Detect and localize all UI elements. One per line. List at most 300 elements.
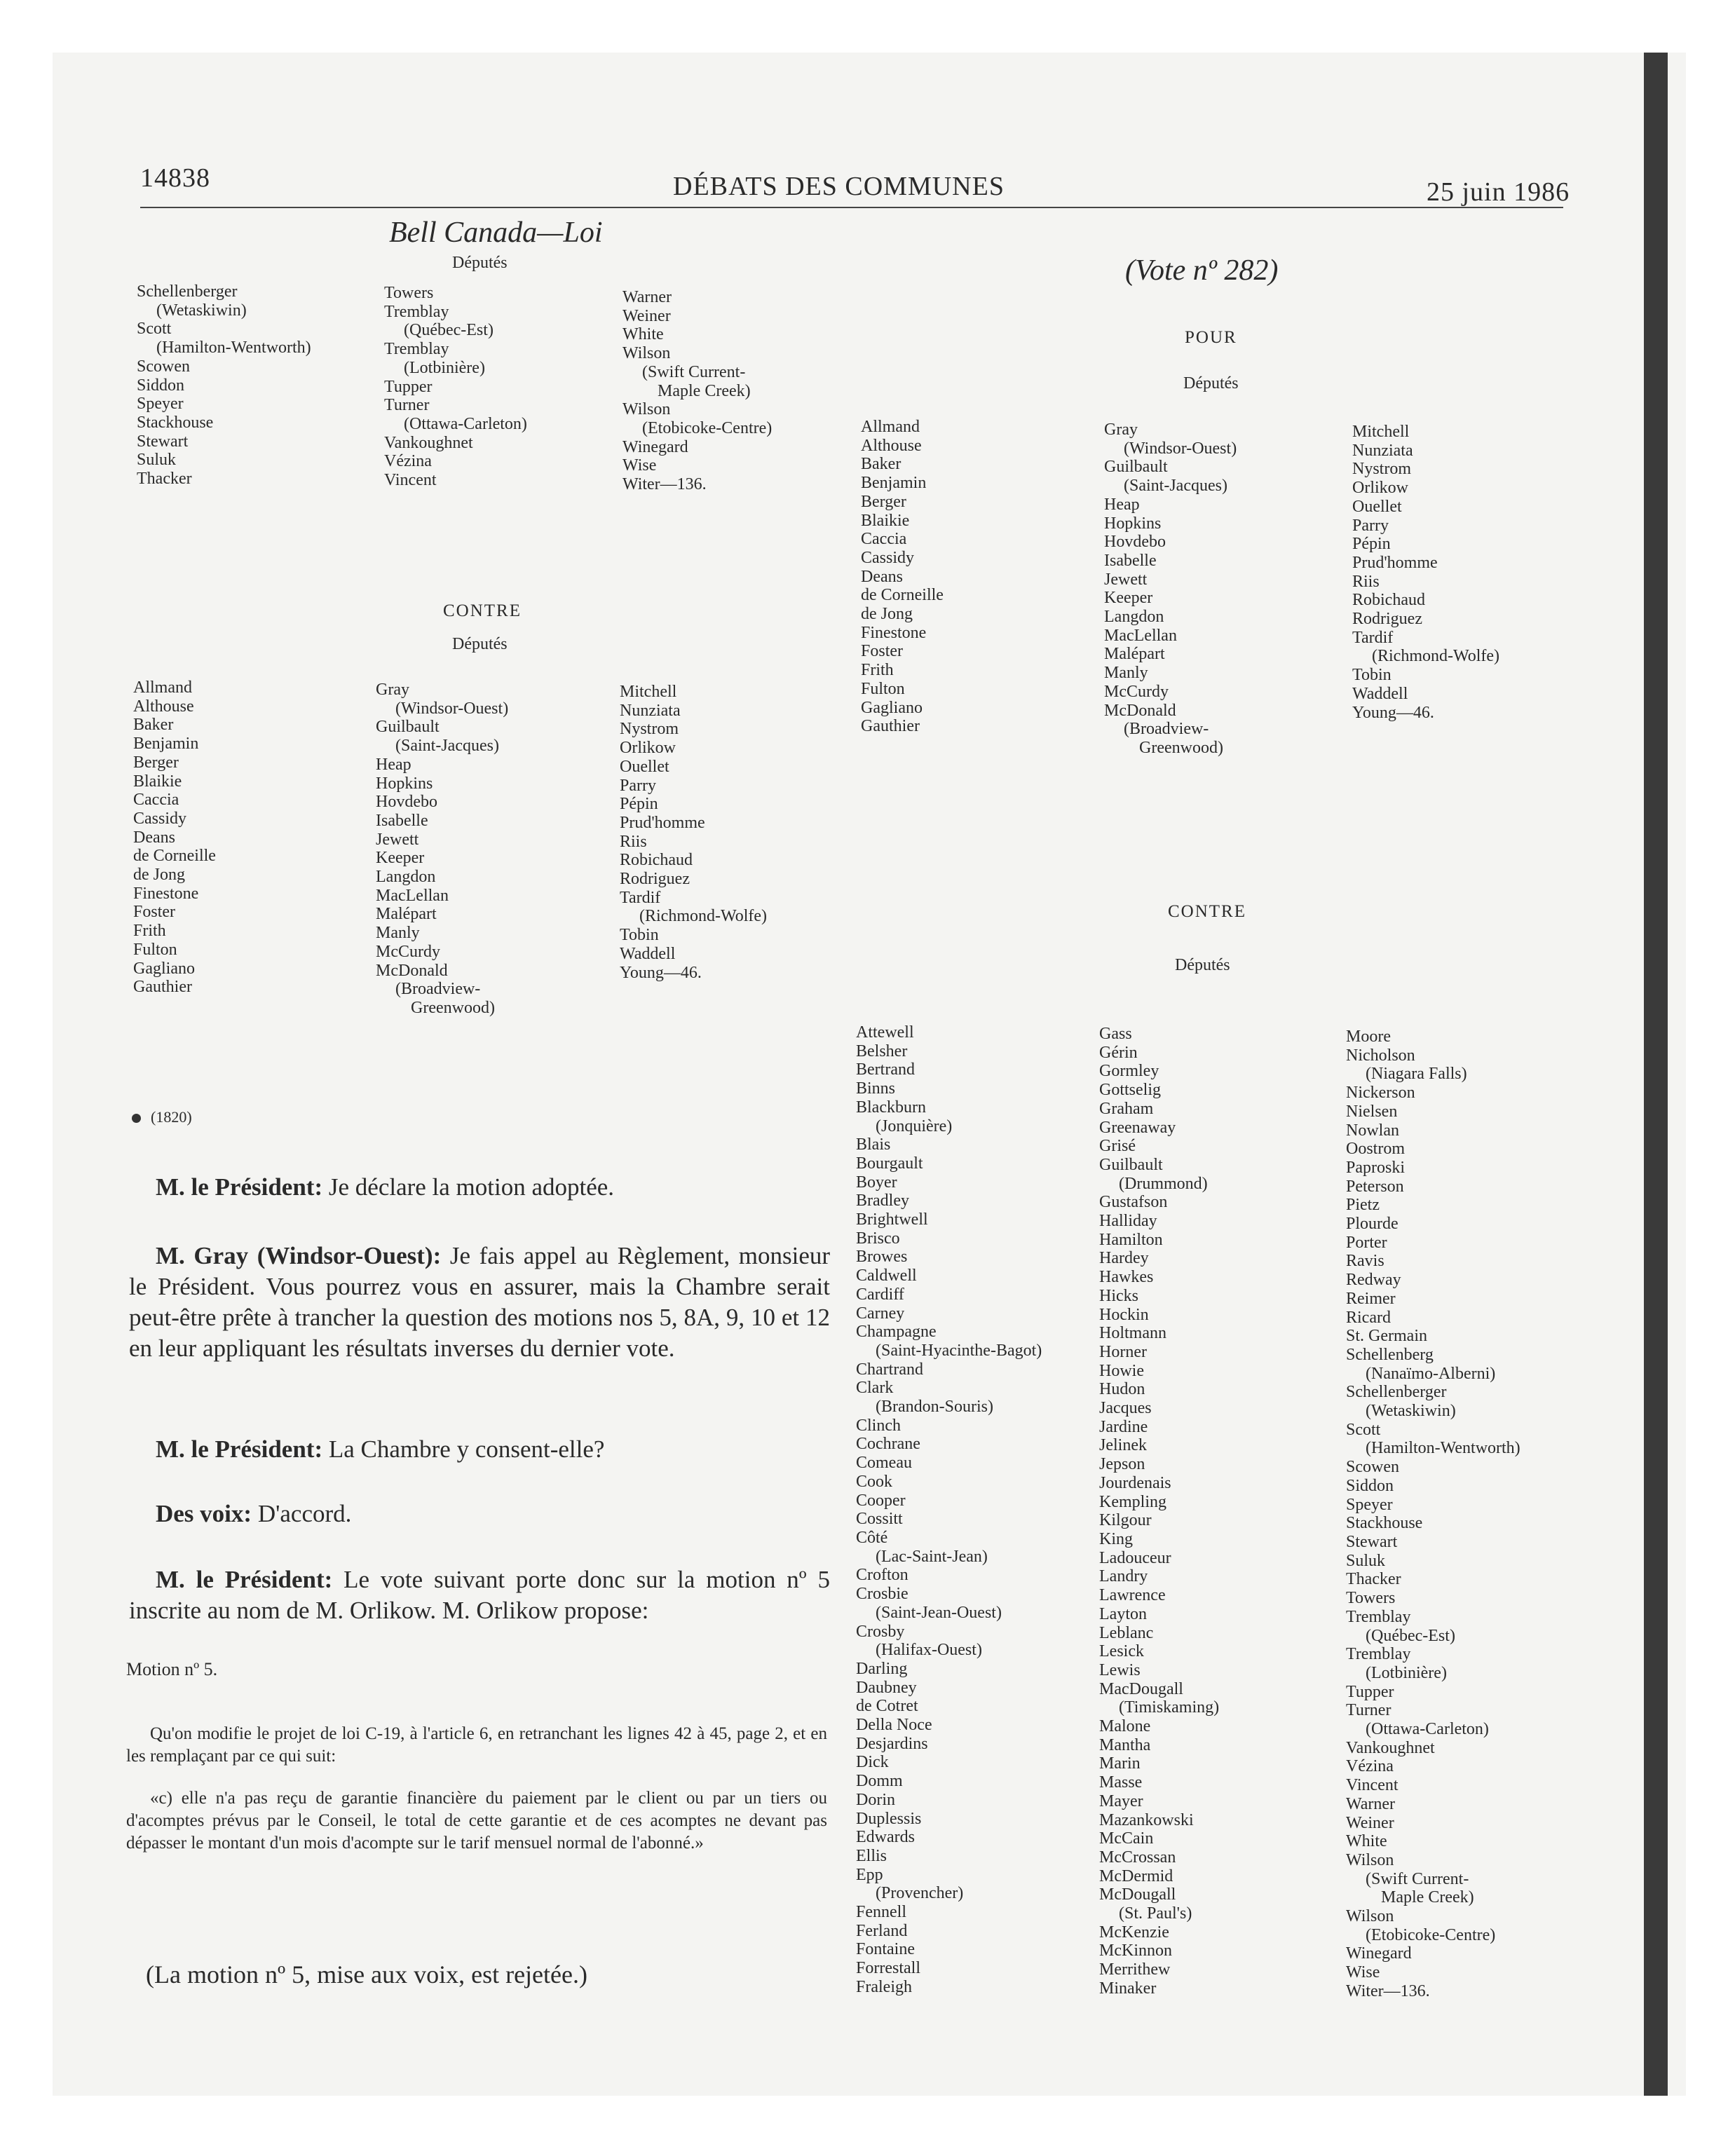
member-name: Browes: [856, 1248, 908, 1267]
member-name: Benjamin: [861, 474, 927, 493]
member-name: Nystrom: [620, 720, 679, 739]
member-name: Speyer: [137, 395, 184, 414]
member-name: Scowen: [1346, 1458, 1399, 1477]
member-name: Kilgour: [1099, 1511, 1152, 1530]
member-name: Bertrand: [856, 1060, 915, 1079]
member-name: Cook: [856, 1472, 893, 1491]
member-name: Moore: [1346, 1028, 1391, 1046]
header-rule: [140, 207, 1563, 208]
member-name: Prud'homme: [620, 813, 705, 832]
member-name: Kempling: [1099, 1492, 1166, 1511]
speaker-line-4: Des voix: D'accord.: [156, 1500, 352, 1527]
member-name: Allmand: [133, 678, 192, 697]
deputes-label-contre-right: Députés: [1175, 956, 1230, 974]
member-name: Hovdebo: [1104, 533, 1166, 552]
member-name: Wilson: [1346, 1907, 1394, 1926]
member-name: Cossitt: [856, 1510, 903, 1529]
member-name: Fulton: [133, 940, 177, 959]
member-name: Berger: [861, 492, 906, 511]
time-marker-text: (1820): [151, 1108, 192, 1126]
member-name: Vankoughnet: [384, 433, 473, 452]
member-name: Frith: [861, 661, 894, 680]
member-name: Hawkes: [1099, 1268, 1154, 1287]
member-name: Jacques: [1099, 1399, 1152, 1418]
member-name: Desjardins: [856, 1734, 928, 1753]
member-name: Pépin: [1352, 535, 1391, 554]
member-name: Della Noce: [856, 1716, 932, 1735]
member-name: Hovdebo: [376, 793, 437, 812]
member-name: Jardine: [1099, 1417, 1148, 1436]
riding-name: (Wetaskiwin): [1366, 1402, 1456, 1421]
member-name: Wise: [622, 456, 657, 475]
member-name: Riis: [1352, 572, 1380, 591]
member-name: Pépin: [620, 795, 658, 814]
member-name: Crofton: [856, 1566, 909, 1585]
riding-name: (Lac-Saint-Jean): [876, 1547, 988, 1566]
member-name: Bradley: [856, 1192, 909, 1210]
member-name: Vincent: [1346, 1776, 1399, 1795]
deputes-label-contre-left: Députés: [452, 635, 508, 653]
member-name: Tremblay: [1346, 1645, 1411, 1664]
member-name: Stewart: [1346, 1532, 1398, 1551]
contre-left-list-3: [620, 683, 767, 982]
member-name: McDermid: [1099, 1867, 1173, 1885]
member-name: Greenaway: [1099, 1118, 1176, 1137]
member-name: Nielsen: [1346, 1102, 1398, 1121]
member-name: Hopkins: [1104, 514, 1162, 533]
member-name: Siddon: [1346, 1476, 1394, 1495]
member-name: Benjamin: [133, 735, 199, 753]
motion-text: Qu'on modifie le projet de loi C-19, à l'article 6, en retranchant les lignes 42 à 45, page 2, et en les remplaçant par ce qui suit:: [126, 1724, 827, 1766]
member-name: Champagne: [856, 1323, 937, 1342]
riding-name: (Nanaïmo-Alberni): [1366, 1364, 1496, 1383]
member-name: Gray: [1104, 421, 1138, 439]
journal-title: DÉBATS DES COMMUNES: [673, 172, 1005, 201]
member-name: de Jong: [861, 605, 913, 624]
member-name: Vézina: [1346, 1757, 1394, 1776]
member-name: Isabelle: [376, 811, 428, 830]
member-name: Jourdenais: [1099, 1473, 1171, 1492]
riding-name: (Ottawa-Carleton): [1366, 1720, 1489, 1739]
member-name: Clark: [856, 1379, 894, 1398]
previous-vote-list-1: [137, 282, 311, 489]
member-name: Lawrence: [1099, 1586, 1166, 1605]
member-name: de Corneille: [861, 586, 944, 605]
member-name: Belsher: [856, 1042, 908, 1060]
member-name: McCain: [1099, 1829, 1154, 1848]
member-name: Schellenberg: [1346, 1345, 1434, 1364]
member-name: Gustafson: [1099, 1193, 1168, 1212]
member-name: Ravis: [1346, 1252, 1384, 1271]
speaker-name: M. le Président:: [156, 1435, 323, 1463]
member-name: White: [1346, 1832, 1387, 1851]
member-name: Vincent: [384, 471, 437, 490]
member-name: Blaikie: [861, 511, 910, 530]
member-name: Baker: [861, 455, 901, 474]
member-name: Keeper: [1104, 589, 1153, 608]
speaker-line-2: M. Gray (Windsor-Ouest): Je fais appel au Règlement, monsieur le Président. Vous pourrez vous en assurer, mais la Chambre serait peut-être prête à trancher la question des motions nos 5, 8A, 9, 10 et 12 en leur appliquant les résultats inverses du dernier vote.: [129, 1242, 831, 1362]
member-name: Young—46.: [620, 963, 702, 982]
pour-heading: POUR: [1185, 328, 1237, 347]
member-name: Masse: [1099, 1773, 1143, 1792]
member-name: Hopkins: [376, 774, 433, 793]
member-name: Grisé: [1099, 1137, 1136, 1156]
member-name: Siddon: [137, 376, 185, 395]
member-name: Gass: [1099, 1025, 1132, 1043]
member-name: Vézina: [384, 452, 432, 471]
member-name: Boyer: [856, 1173, 897, 1192]
member-name: Gagliano: [133, 959, 195, 978]
member-name: Jewett: [1104, 570, 1148, 589]
member-name: Nicholson: [1346, 1046, 1415, 1065]
member-name: Ouellet: [1352, 497, 1402, 516]
time-marker: [132, 1108, 192, 1126]
member-name: Warner: [622, 288, 672, 306]
member-name: Binns: [856, 1079, 896, 1098]
member-name: Fraleigh: [856, 1977, 912, 1996]
member-name: Jewett: [376, 830, 419, 849]
riding-name: Greenwood): [1139, 738, 1223, 757]
riding-name: (Hamilton-Wentworth): [156, 339, 311, 357]
member-name: Schellenberger: [137, 282, 238, 301]
member-name: Côté: [856, 1528, 888, 1547]
speaker-name: M. Gray (Windsor-Ouest):: [156, 1242, 442, 1269]
member-name: Waddell: [1352, 684, 1408, 703]
previous-vote-list-2: [384, 284, 527, 490]
member-name: Manly: [1104, 664, 1148, 683]
member-name: Cassidy: [133, 809, 187, 828]
member-name: Stackhouse: [1346, 1514, 1423, 1533]
riding-name: Greenwood): [411, 998, 495, 1017]
bullet-icon: [132, 1114, 141, 1123]
member-name: Towers: [384, 284, 434, 302]
member-name: Howie: [1099, 1361, 1144, 1380]
member-name: Tupper: [1346, 1682, 1394, 1701]
riding-name: Maple Creek): [1381, 1888, 1474, 1907]
member-name: Fennell: [856, 1903, 906, 1922]
member-name: Parry: [620, 776, 656, 795]
member-name: Mayer: [1099, 1792, 1143, 1810]
member-name: Robichaud: [1352, 591, 1425, 610]
member-name: Tobin: [1352, 666, 1392, 685]
member-name: Fontaine: [856, 1940, 915, 1959]
page-number: 14838: [140, 163, 210, 193]
member-name: Crosby: [856, 1622, 905, 1641]
member-name: Redway: [1346, 1271, 1401, 1290]
member-name: Suluk: [137, 451, 177, 470]
member-name: de Cotret: [856, 1697, 918, 1716]
member-name: Keeper: [376, 849, 425, 868]
member-name: Crosbie: [856, 1585, 909, 1604]
member-name: Tardif: [1352, 628, 1394, 647]
member-name: Waddell: [620, 944, 676, 963]
member-name: Weiner: [622, 306, 671, 325]
riding-name: (Hamilton-Wentworth): [1366, 1439, 1520, 1458]
speaker-line-3: M. le Président: La Chambre y consent-elle?: [156, 1435, 605, 1463]
member-name: Carney: [856, 1304, 905, 1323]
member-name: Mitchell: [1352, 423, 1410, 441]
member-name: Chartrand: [856, 1360, 923, 1379]
member-name: Allmand: [861, 418, 920, 436]
member-name: Edwards: [856, 1828, 915, 1847]
contre-left-list-1: [133, 678, 216, 997]
member-name: King: [1099, 1529, 1133, 1548]
member-name: Cooper: [856, 1491, 906, 1510]
riding-name: (Richmond-Wolfe): [639, 907, 768, 926]
member-name: Darling: [856, 1659, 908, 1678]
member-name: Holtmann: [1099, 1324, 1166, 1343]
member-name: Gottselig: [1099, 1081, 1161, 1100]
riding-name: (Québec-Est): [1366, 1626, 1455, 1645]
member-name: Thacker: [137, 470, 192, 489]
member-name: McCurdy: [1104, 682, 1169, 701]
member-name: Wilson: [622, 344, 671, 363]
member-name: Wilson: [1346, 1850, 1394, 1869]
member-name: Speyer: [1346, 1495, 1393, 1514]
member-name: Guilbault: [1099, 1155, 1163, 1174]
page-edge: [1644, 53, 1668, 2096]
member-name: Clinch: [856, 1416, 901, 1435]
riding-name: Maple Creek): [658, 381, 751, 400]
member-name: Malone: [1099, 1717, 1151, 1736]
member-name: Foster: [861, 642, 903, 661]
member-name: Finestone: [133, 884, 199, 903]
riding-name: (Saint-Jacques): [395, 737, 499, 756]
member-name: Ladouceur: [1099, 1548, 1171, 1567]
member-name: Gauthier: [133, 978, 192, 997]
member-name: Comeau: [856, 1454, 912, 1473]
member-name: Ouellet: [620, 757, 669, 776]
riding-name: (Wetaskiwin): [156, 301, 247, 320]
member-name: Parry: [1352, 516, 1389, 535]
riding-name: (Timiskaming): [1119, 1698, 1220, 1717]
member-name: Porter: [1346, 1233, 1387, 1252]
riding-name: (Broadview-: [1124, 720, 1209, 739]
member-name: Malépart: [376, 905, 437, 924]
member-name: Jepson: [1099, 1455, 1145, 1474]
member-name: Witer—136.: [1346, 1981, 1430, 2000]
member-name: MacDougall: [1099, 1679, 1183, 1698]
member-name: Malépart: [1104, 645, 1165, 664]
member-name: Warner: [1346, 1794, 1396, 1813]
riding-name: (Lotbinière): [404, 358, 485, 377]
member-name: Jelinek: [1099, 1436, 1147, 1455]
member-name: Mazankowski: [1099, 1810, 1194, 1829]
member-name: Prud'homme: [1352, 553, 1438, 572]
member-name: Riis: [620, 832, 647, 851]
member-name: Cochrane: [856, 1435, 920, 1454]
member-name: Heap: [1104, 495, 1140, 514]
member-name: Tardif: [620, 888, 661, 907]
member-name: Ricard: [1346, 1308, 1391, 1327]
member-name: Reimer: [1346, 1289, 1396, 1308]
member-name: MacLellan: [376, 886, 449, 905]
riding-name: (Lotbinière): [1366, 1663, 1447, 1682]
member-name: Lewis: [1099, 1660, 1141, 1679]
member-name: Young—46.: [1352, 703, 1434, 722]
member-name: Blais: [856, 1135, 891, 1154]
pour-list-1: [861, 418, 944, 736]
member-name: Gormley: [1099, 1062, 1159, 1081]
member-name: Winegard: [622, 437, 688, 456]
member-name: Mantha: [1099, 1735, 1151, 1754]
member-name: Daubney: [856, 1678, 917, 1697]
member-name: Tupper: [384, 377, 433, 396]
member-name: Tobin: [620, 926, 659, 945]
speaker-name: M. le Président:: [156, 1173, 323, 1201]
member-name: Guilbault: [376, 718, 440, 737]
member-name: Manly: [376, 924, 420, 943]
member-name: McDonald: [376, 961, 448, 980]
contre-heading-right: CONTRE: [1168, 902, 1246, 921]
speaker-line-1: M. le Président: Je déclare la motion adoptée.: [156, 1173, 615, 1201]
member-name: Towers: [1346, 1589, 1396, 1608]
member-name: Nowlan: [1346, 1121, 1399, 1140]
member-name: Gauthier: [861, 717, 920, 736]
member-name: Peterson: [1346, 1177, 1404, 1196]
member-name: Wilson: [622, 400, 671, 419]
member-name: Turner: [384, 396, 430, 415]
member-name: Orlikow: [1352, 479, 1408, 498]
member-name: Horner: [1099, 1342, 1147, 1361]
contre-right-list-1: [856, 1023, 1042, 1997]
member-name: Hamilton: [1099, 1230, 1163, 1249]
deputes-label-pour: Députés: [1183, 374, 1239, 393]
member-name: Layton: [1099, 1604, 1147, 1623]
deputes-label: Députés: [452, 254, 508, 272]
member-name: Stewart: [137, 432, 189, 451]
member-name: Brightwell: [856, 1210, 928, 1229]
member-name: Blaikie: [133, 772, 182, 791]
riding-name: (Québec-Est): [404, 321, 494, 340]
member-name: Vankoughnet: [1346, 1738, 1435, 1757]
member-name: Caccia: [861, 530, 907, 549]
member-name: Dick: [856, 1753, 889, 1772]
member-name: McCurdy: [376, 942, 440, 961]
member-name: Baker: [133, 716, 174, 735]
member-name: Nunziata: [1352, 441, 1413, 460]
member-name: MacLellan: [1104, 626, 1177, 645]
member-name: Hudon: [1099, 1380, 1145, 1399]
member-name: Graham: [1099, 1099, 1154, 1118]
page-date: 25 juin 1986: [1427, 177, 1570, 207]
member-name: Rodriguez: [1352, 610, 1422, 629]
member-name: Nunziata: [620, 701, 681, 720]
member-name: Forrestall: [856, 1959, 920, 1978]
member-name: Thacker: [1346, 1570, 1401, 1589]
member-name: Deans: [861, 567, 903, 586]
member-name: Domm: [856, 1772, 903, 1791]
member-name: Isabelle: [1104, 551, 1157, 570]
riding-name: (Swift Current-: [1366, 1869, 1469, 1888]
member-name: Guilbault: [1104, 458, 1168, 477]
pour-list-2: [1104, 421, 1237, 758]
member-name: Leblanc: [1099, 1623, 1154, 1642]
member-name: Attewell: [856, 1023, 914, 1042]
member-name: Scowen: [137, 357, 190, 376]
member-name: Winegard: [1346, 1944, 1412, 1963]
contre-right-list-3: [1346, 1028, 1520, 2001]
motion-label: Motion nº 5.: [126, 1659, 218, 1679]
member-name: Scott: [137, 320, 172, 339]
riding-name: (St. Paul's): [1119, 1904, 1192, 1923]
section-title: Bell Canada—Loi: [389, 217, 603, 249]
member-name: Tremblay: [1346, 1607, 1411, 1626]
member-name: Lesick: [1099, 1642, 1144, 1661]
member-name: Frith: [133, 922, 166, 941]
member-name: Ellis: [856, 1846, 887, 1865]
member-name: Tremblay: [384, 302, 449, 321]
member-name: Caldwell: [856, 1267, 917, 1285]
member-name: Landry: [1099, 1567, 1148, 1586]
member-name: Duplessis: [856, 1809, 922, 1828]
member-name: Cassidy: [861, 548, 915, 567]
riding-name: (Brandon-Souris): [876, 1398, 993, 1417]
member-name: Pietz: [1346, 1196, 1380, 1215]
previous-vote-list-3: [622, 288, 772, 494]
member-name: Epp: [856, 1865, 883, 1884]
member-name: de Corneille: [133, 847, 216, 866]
speaker-name: M. le Président:: [156, 1566, 333, 1593]
member-name: Oostrom: [1346, 1140, 1405, 1159]
member-name: Blackburn: [856, 1098, 926, 1117]
member-name: McKenzie: [1099, 1923, 1169, 1942]
riding-name: (Windsor-Ouest): [1124, 439, 1237, 458]
member-name: Cardiff: [856, 1285, 904, 1304]
member-name: Witer—136.: [622, 475, 707, 494]
member-name: Gérin: [1099, 1043, 1138, 1062]
member-name: Fulton: [861, 679, 905, 698]
member-name: Halliday: [1099, 1212, 1157, 1231]
riding-name: (Etobicoke-Centre): [1366, 1925, 1496, 1944]
member-name: St. Germain: [1346, 1327, 1427, 1346]
speaker-line-5: M. le Président: Le vote suivant porte donc sur la motion nº 5 inscrite au nom de M. Orlikow. M. Orlikow propose:: [129, 1566, 830, 1624]
member-name: Marin: [1099, 1754, 1141, 1773]
riding-name: (Saint-Hyacinthe-Bagot): [876, 1341, 1042, 1360]
member-name: Nickerson: [1346, 1084, 1415, 1103]
member-name: Nystrom: [1352, 460, 1411, 479]
riding-name: (Saint-Jean-Ouest): [876, 1603, 1002, 1622]
member-name: Turner: [1346, 1701, 1392, 1720]
motion-result: (La motion nº 5, mise aux voix, est rejetée.): [146, 1960, 587, 1988]
riding-name: (Swift Current-: [642, 362, 746, 381]
riding-name: (Halifax-Ouest): [876, 1641, 982, 1660]
contre-left-list-2: [376, 681, 508, 1018]
speaker-name: Des voix:: [156, 1500, 252, 1527]
member-name: Stackhouse: [137, 413, 214, 432]
riding-name: (Windsor-Ouest): [395, 699, 509, 718]
member-name: Hockin: [1099, 1305, 1149, 1324]
member-name: Finestone: [861, 623, 927, 642]
riding-name: (Broadview-: [395, 980, 481, 999]
member-name: Foster: [133, 903, 175, 922]
vote-number: (Vote nº 282): [1125, 254, 1279, 287]
riding-name: (Etobicoke-Centre): [642, 418, 773, 437]
member-name: McDougall: [1099, 1885, 1176, 1904]
member-name: Gray: [376, 681, 409, 699]
member-name: McKinnon: [1099, 1942, 1172, 1960]
contre-heading-left: CONTRE: [443, 601, 522, 620]
member-name: Rodriguez: [620, 870, 690, 889]
member-name: Tremblay: [384, 340, 449, 359]
member-name: Minaker: [1099, 1979, 1157, 1998]
member-name: Langdon: [1104, 608, 1164, 627]
pour-list-3: [1352, 423, 1499, 722]
riding-name: (Niagara Falls): [1366, 1065, 1467, 1084]
member-name: Brisco: [856, 1229, 900, 1248]
member-name: Paproski: [1346, 1158, 1405, 1177]
member-name: Althouse: [861, 436, 922, 455]
